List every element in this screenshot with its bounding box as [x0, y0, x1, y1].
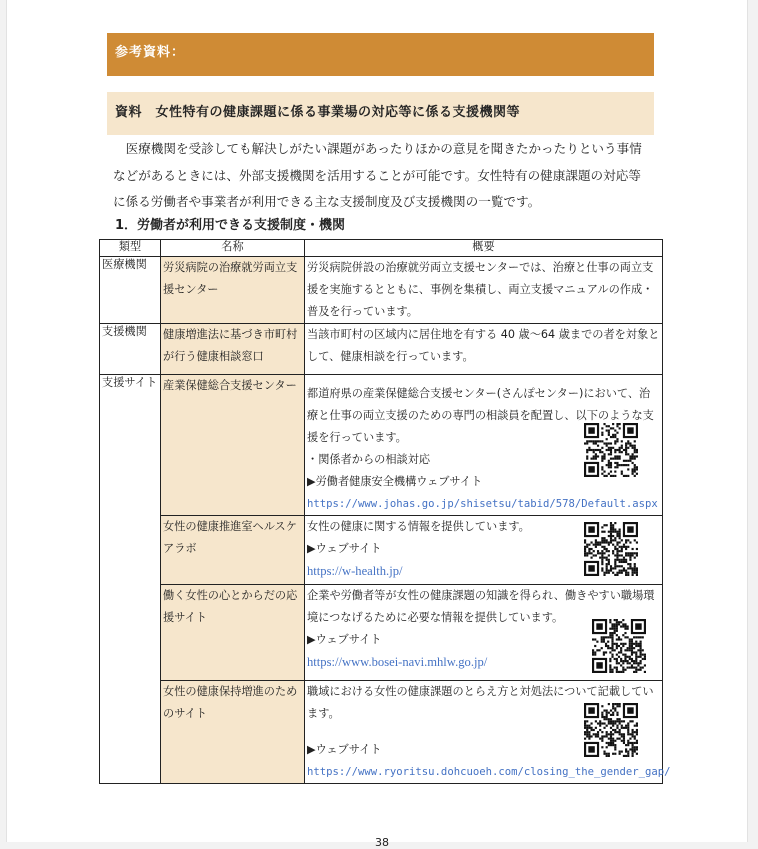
name-cell: 労災病院の治療就労両立支援センター	[161, 257, 305, 324]
table-row	[100, 257, 663, 324]
qr-code-icon	[584, 522, 638, 576]
table-row	[100, 516, 663, 585]
name-cell: 産業保健総合支援センター	[161, 375, 305, 516]
website-link[interactable]: https://w-health.jp/	[307, 564, 403, 578]
description-cell	[305, 585, 663, 681]
description-text: 当該市町村の区域内に居住地を有する 40 歳～64 歳までの者を対象として、健康相談を行っています。	[307, 328, 660, 363]
category-cell: 医療機関	[100, 257, 161, 324]
qr-code-icon	[592, 619, 646, 673]
website-link[interactable]: https://www.johas.go.jp/shisetsu/tabid/578/Default.aspx	[307, 498, 658, 510]
description-text: 都道府県の産業保健総合支援センター(さんぽセンター)において、治療と仕事の両立支援のための専門の相談員を配置し、以下のような支援を行っています。	[307, 387, 654, 444]
subsection-heading: 1．労働者が利用できる支援制度・機関	[115, 218, 346, 233]
header-type: 類型	[100, 240, 161, 257]
site-label: ▶ウェブサイト	[307, 633, 382, 646]
website-link[interactable]: https://www.bosei-navi.mhlw.go.jp/	[307, 655, 488, 669]
support-table	[99, 239, 671, 784]
name-cell: 女性の健康推進室ヘルスケアラボ	[161, 516, 305, 585]
website-link[interactable]: https://www.ryoritsu.dohcuoeh.com/closing_the_gender_gap/	[307, 766, 671, 778]
description-text: 職域における女性の健康課題のとらえ方と対処法について記載しています。	[307, 685, 654, 720]
description-cell	[305, 681, 671, 784]
site-label: ▶ウェブサイト	[307, 542, 382, 555]
header-summary: 概要	[305, 240, 663, 257]
table-header-row	[100, 240, 663, 257]
description-text: 企業や労働者等が女性の健康課題の知識を得られ、働きやすい職場環境につなげるために必要な情報を提供しています。	[307, 589, 655, 624]
description-text: 労災病院併設の治療就労両立支援センターでは、治療と仕事の両立支援を実施するとともに、事例を集積し、両立支援マニュアルの作成・普及を行っています。	[307, 261, 654, 318]
reference-banner: 参考資料：	[107, 33, 654, 76]
description-cell	[305, 257, 663, 324]
category-cell: 支援サイト	[100, 375, 161, 784]
header-name: 名称	[161, 240, 305, 257]
name-cell: 働く女性の心とからだの応援サイト	[161, 585, 305, 681]
site-label: ▶ウェブサイト	[307, 743, 382, 756]
site-label: ▶労働者健康安全機構ウェブサイト	[307, 475, 483, 488]
name-cell: 健康増進法に基づき市町村が行う健康相談窓口	[161, 324, 305, 375]
description-cell	[305, 324, 663, 375]
qr-code-icon	[584, 423, 638, 477]
table-row	[100, 585, 663, 681]
description-cell	[305, 375, 663, 516]
table-row	[100, 324, 663, 375]
table-row	[100, 681, 663, 784]
section-title: 資料 女性特有の健康課題に係る事業場の対応等に係る支援機関等	[107, 92, 654, 135]
bullet-text: ・関係者からの相談対応	[307, 453, 431, 466]
name-cell: 女性の健康保持増進のためのサイト	[161, 681, 305, 784]
page-number: 38	[375, 836, 389, 849]
description-text: 女性の健康に関する情報を提供しています。	[307, 520, 530, 533]
intro-paragraph: 医療機関を受診しても解決しがたい課題があったりほかの意見を聞きたかったりという事情などがあるときには、外部支援機関を活用することが可能です。女性特有の健康課題の対応等に係る労働者や事業者が利用できる主な支援制度及び支援機関の一覧です。	[113, 141, 642, 209]
category-cell: 支援機関	[100, 324, 161, 375]
table-row	[100, 375, 663, 516]
qr-code-icon	[584, 703, 638, 757]
document-page	[6, 0, 748, 849]
description-cell	[305, 516, 663, 585]
